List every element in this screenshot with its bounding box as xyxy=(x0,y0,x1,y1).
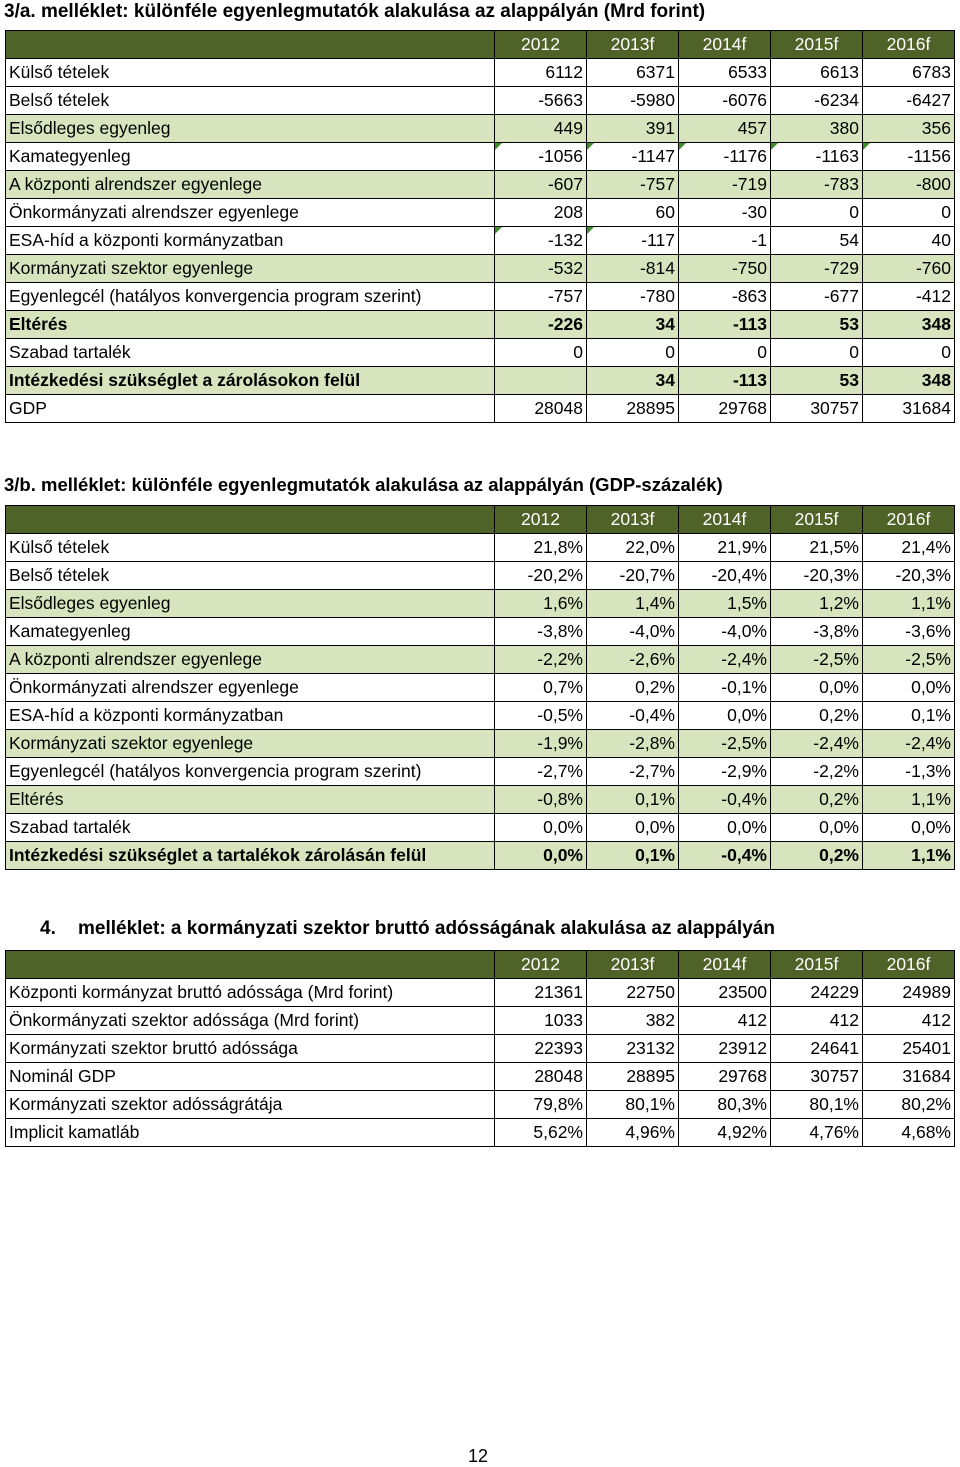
comment-marker-icon xyxy=(587,143,594,150)
value-cell: -1,3% xyxy=(863,758,955,786)
table-row xyxy=(6,87,955,115)
header-row xyxy=(6,951,955,979)
row-label: Külső tételek xyxy=(6,534,495,562)
value-cell: 28895 xyxy=(587,395,679,423)
comment-marker-icon xyxy=(495,143,502,150)
year-header: 2012 xyxy=(495,506,587,534)
row-label: Kamategyenleg xyxy=(6,618,495,646)
year-header: 2014f xyxy=(679,31,771,59)
value-cell: 4,76% xyxy=(771,1119,863,1147)
value-cell: -4,0% xyxy=(679,618,771,646)
value-cell: 1,2% xyxy=(771,590,863,618)
value-cell: -719 xyxy=(679,171,771,199)
comment-marker-icon xyxy=(495,227,502,234)
value-cell: 28048 xyxy=(495,1063,587,1091)
value-cell: -20,2% xyxy=(495,562,587,590)
value-cell: -2,4% xyxy=(771,730,863,758)
value-cell: -226 xyxy=(495,311,587,339)
header-label-cell xyxy=(6,951,495,979)
row-label: Egyenlegcél (hatályos konvergencia program szerint) xyxy=(6,758,495,786)
year-header: 2015f xyxy=(771,31,863,59)
row-label: Kormányzati szektor egyenlege xyxy=(6,730,495,758)
value-cell: -2,2% xyxy=(771,758,863,786)
table-row xyxy=(6,842,955,870)
value-cell: 1,6% xyxy=(495,590,587,618)
value-cell: 24641 xyxy=(771,1035,863,1063)
row-label: Önkormányzati alrendszer egyenlege xyxy=(6,674,495,702)
value-cell: 6613 xyxy=(771,59,863,87)
table-row xyxy=(6,786,955,814)
value-cell: -2,8% xyxy=(587,730,679,758)
table-row xyxy=(6,115,955,143)
row-label: ESA-híd a központi kormányzatban xyxy=(6,702,495,730)
value-cell: -5663 xyxy=(495,87,587,115)
value-cell: 21,9% xyxy=(679,534,771,562)
value-cell: 0,1% xyxy=(587,842,679,870)
value-cell: 1,1% xyxy=(863,842,955,870)
value-cell: -1056 xyxy=(495,143,587,171)
value-cell: 0,0% xyxy=(587,814,679,842)
value-cell: 28048 xyxy=(495,395,587,423)
table-a xyxy=(5,30,955,423)
value-cell: -3,6% xyxy=(863,618,955,646)
table-row xyxy=(6,758,955,786)
value-cell: -780 xyxy=(587,283,679,311)
value-cell: 22,0% xyxy=(587,534,679,562)
value-cell: 30757 xyxy=(771,395,863,423)
value-cell: -0,4% xyxy=(679,842,771,870)
value-cell: -5980 xyxy=(587,87,679,115)
value-cell: 21,8% xyxy=(495,534,587,562)
value-cell: -1 xyxy=(679,227,771,255)
row-label: Kamategyenleg xyxy=(6,143,495,171)
table-row xyxy=(6,646,955,674)
value-cell: -30 xyxy=(679,199,771,227)
year-header: 2012 xyxy=(495,951,587,979)
value-cell: 0 xyxy=(495,339,587,367)
value-cell: 4,96% xyxy=(587,1119,679,1147)
value-cell: 29768 xyxy=(679,395,771,423)
value-cell: 208 xyxy=(495,199,587,227)
value-cell: -3,8% xyxy=(495,618,587,646)
value-cell: 412 xyxy=(863,1007,955,1035)
value-cell: 382 xyxy=(587,1007,679,1035)
table-row xyxy=(6,1119,955,1147)
value-cell: -757 xyxy=(587,171,679,199)
row-label: Önkormányzati alrendszer egyenlege xyxy=(6,199,495,227)
value-cell: -20,3% xyxy=(863,562,955,590)
table-row xyxy=(6,618,955,646)
value-cell: -6076 xyxy=(679,87,771,115)
table-row xyxy=(6,143,955,171)
value-cell: 412 xyxy=(679,1007,771,1035)
value-cell: -20,7% xyxy=(587,562,679,590)
header-row xyxy=(6,31,955,59)
year-header: 2012 xyxy=(495,31,587,59)
value-cell: 22750 xyxy=(587,979,679,1007)
value-cell: -0,8% xyxy=(495,786,587,814)
value-cell: 0,0% xyxy=(679,702,771,730)
value-cell: -1,9% xyxy=(495,730,587,758)
value-cell: 0,0% xyxy=(863,814,955,842)
value-cell: 0,1% xyxy=(587,786,679,814)
value-cell: 6783 xyxy=(863,59,955,87)
value-cell: -113 xyxy=(679,311,771,339)
table-row xyxy=(6,814,955,842)
table-row xyxy=(6,367,955,395)
row-label: Külső tételek xyxy=(6,59,495,87)
comment-marker-icon xyxy=(587,227,594,234)
comment-marker-icon xyxy=(679,143,686,150)
value-cell: 21361 xyxy=(495,979,587,1007)
table-row xyxy=(6,590,955,618)
row-label: Önkormányzati szektor adóssága (Mrd forint) xyxy=(6,1007,495,1035)
value-cell: 0 xyxy=(587,339,679,367)
row-label: Elsődleges egyenleg xyxy=(6,590,495,618)
year-header: 2014f xyxy=(679,951,771,979)
year-header: 2013f xyxy=(587,951,679,979)
value-cell: -0,5% xyxy=(495,702,587,730)
table-row xyxy=(6,1007,955,1035)
value-cell: -2,7% xyxy=(587,758,679,786)
value-cell: 0,7% xyxy=(495,674,587,702)
value-cell: 6112 xyxy=(495,59,587,87)
header-label-cell xyxy=(6,506,495,534)
table-row xyxy=(6,283,955,311)
value-cell: -117 xyxy=(587,227,679,255)
value-cell: -1163 xyxy=(771,143,863,171)
header-row xyxy=(6,506,955,534)
value-cell: 23132 xyxy=(587,1035,679,1063)
value-cell: 391 xyxy=(587,115,679,143)
row-label: Kormányzati szektor egyenlege xyxy=(6,255,495,283)
value-cell: 0,1% xyxy=(863,702,955,730)
value-cell: 23912 xyxy=(679,1035,771,1063)
value-cell: -2,5% xyxy=(679,730,771,758)
value-cell: 79,8% xyxy=(495,1091,587,1119)
value-cell: 0 xyxy=(771,199,863,227)
header-label-cell xyxy=(6,31,495,59)
value-cell: -760 xyxy=(863,255,955,283)
value-cell: 80,1% xyxy=(587,1091,679,1119)
table-row xyxy=(6,255,955,283)
row-label: Kormányzati szektor adósságrátája xyxy=(6,1091,495,1119)
value-cell: -2,5% xyxy=(771,646,863,674)
value-cell: -412 xyxy=(863,283,955,311)
value-cell: -2,9% xyxy=(679,758,771,786)
value-cell: 348 xyxy=(863,311,955,339)
year-header: 2013f xyxy=(587,506,679,534)
value-cell: 1,1% xyxy=(863,786,955,814)
value-cell: 4,92% xyxy=(679,1119,771,1147)
value-cell: -2,7% xyxy=(495,758,587,786)
value-cell: 1033 xyxy=(495,1007,587,1035)
value-cell: 0 xyxy=(863,199,955,227)
value-cell: 53 xyxy=(771,311,863,339)
table-row xyxy=(6,1035,955,1063)
value-cell: -0,1% xyxy=(679,674,771,702)
table-c xyxy=(5,950,955,1147)
value-cell: 1,1% xyxy=(863,590,955,618)
page-number: 12 xyxy=(468,1446,489,1466)
value-cell: -6427 xyxy=(863,87,955,115)
value-cell: 380 xyxy=(771,115,863,143)
row-label: ESA-híd a központi kormányzatban xyxy=(6,227,495,255)
value-cell: -0,4% xyxy=(679,786,771,814)
table-row xyxy=(6,199,955,227)
value-cell: 30757 xyxy=(771,1063,863,1091)
table-a-title: 3/a. melléklet: különféle egyenlegmutatók alakulása az alappályán (Mrd forint) xyxy=(4,1,706,22)
table-row xyxy=(6,674,955,702)
table-c-title-text: melléklet: a kormányzati szektor bruttó adósságának alakulása az alappályán xyxy=(78,918,775,939)
value-cell: -757 xyxy=(495,283,587,311)
value-cell: 6371 xyxy=(587,59,679,87)
value-cell: -814 xyxy=(587,255,679,283)
value-cell: 29768 xyxy=(679,1063,771,1091)
table-b-title: 3/b. melléklet: különféle egyenlegmutatók alakulása az alappályán (GDP-százalék) xyxy=(4,474,723,495)
row-label: Eltérés xyxy=(6,311,495,339)
value-cell: 0 xyxy=(863,339,955,367)
value-cell: 0,0% xyxy=(771,814,863,842)
value-cell: 54 xyxy=(771,227,863,255)
value-cell: -2,6% xyxy=(587,646,679,674)
value-cell: 1,4% xyxy=(587,590,679,618)
table-row xyxy=(6,730,955,758)
value-cell: -750 xyxy=(679,255,771,283)
value-cell: 0 xyxy=(771,339,863,367)
value-cell: 0,0% xyxy=(771,674,863,702)
table-row xyxy=(6,339,955,367)
row-label: Implicit kamatláb xyxy=(6,1119,495,1147)
value-cell: -2,2% xyxy=(495,646,587,674)
value-cell: 449 xyxy=(495,115,587,143)
year-header: 2014f xyxy=(679,506,771,534)
value-cell: 28895 xyxy=(587,1063,679,1091)
value-cell: 23500 xyxy=(679,979,771,1007)
year-header: 2016f xyxy=(863,951,955,979)
value-cell: 0 xyxy=(679,339,771,367)
table-row xyxy=(6,227,955,255)
table-row xyxy=(6,171,955,199)
table-c-title-number: 4. xyxy=(40,918,56,939)
row-label: Központi kormányzat bruttó adóssága (Mrd forint) xyxy=(6,979,495,1007)
year-header: 2015f xyxy=(771,506,863,534)
table-row xyxy=(6,702,955,730)
value-cell: 457 xyxy=(679,115,771,143)
row-label: Egyenlegcél (hatályos konvergencia program szerint) xyxy=(6,283,495,311)
value-cell: 24229 xyxy=(771,979,863,1007)
row-label: Kormányzati szektor bruttó adóssága xyxy=(6,1035,495,1063)
table-row xyxy=(6,1063,955,1091)
value-cell: -729 xyxy=(771,255,863,283)
value-cell: 31684 xyxy=(863,395,955,423)
value-cell: -607 xyxy=(495,171,587,199)
value-cell: 0,2% xyxy=(587,674,679,702)
value-cell: 53 xyxy=(771,367,863,395)
table-b xyxy=(5,505,955,870)
value-cell: -863 xyxy=(679,283,771,311)
comment-marker-icon xyxy=(771,143,778,150)
value-cell: -132 xyxy=(495,227,587,255)
table-row xyxy=(6,311,955,339)
value-cell: -677 xyxy=(771,283,863,311)
value-cell: 0,2% xyxy=(771,786,863,814)
value-cell: 80,2% xyxy=(863,1091,955,1119)
value-cell: -20,3% xyxy=(771,562,863,590)
value-cell: 6533 xyxy=(679,59,771,87)
value-cell: -1147 xyxy=(587,143,679,171)
row-label: Intézkedési szükséglet a zárolásokon felül xyxy=(6,367,495,395)
value-cell: -1156 xyxy=(863,143,955,171)
row-label: GDP xyxy=(6,395,495,423)
value-cell: -2,5% xyxy=(863,646,955,674)
value-cell: 0,0% xyxy=(495,842,587,870)
value-cell: 34 xyxy=(587,367,679,395)
value-cell: 0,0% xyxy=(679,814,771,842)
row-label: Elsődleges egyenleg xyxy=(6,115,495,143)
value-cell: -113 xyxy=(679,367,771,395)
value-cell: 0,2% xyxy=(771,842,863,870)
value-cell: -0,4% xyxy=(587,702,679,730)
value-cell: -783 xyxy=(771,171,863,199)
value-cell: -3,8% xyxy=(771,618,863,646)
value-cell: -532 xyxy=(495,255,587,283)
table-row xyxy=(6,395,955,423)
value-cell: 24989 xyxy=(863,979,955,1007)
year-header: 2016f xyxy=(863,31,955,59)
row-label: Intézkedési szükséglet a tartalékok zárolásán felül xyxy=(6,842,495,870)
row-label: Nominál GDP xyxy=(6,1063,495,1091)
table-row xyxy=(6,1091,955,1119)
row-label: Belső tételek xyxy=(6,562,495,590)
value-cell: -2,4% xyxy=(679,646,771,674)
value-cell: 0,0% xyxy=(863,674,955,702)
value-cell: 5,62% xyxy=(495,1119,587,1147)
value-cell: -4,0% xyxy=(587,618,679,646)
year-header: 2016f xyxy=(863,506,955,534)
table-row xyxy=(6,59,955,87)
value-cell: 348 xyxy=(863,367,955,395)
value-cell xyxy=(495,367,587,395)
value-cell: 356 xyxy=(863,115,955,143)
value-cell: -6234 xyxy=(771,87,863,115)
value-cell: 21,4% xyxy=(863,534,955,562)
value-cell: 4,68% xyxy=(863,1119,955,1147)
value-cell: 80,1% xyxy=(771,1091,863,1119)
value-cell: -20,4% xyxy=(679,562,771,590)
value-cell: 0,2% xyxy=(771,702,863,730)
row-label: Szabad tartalék xyxy=(6,339,495,367)
year-header: 2013f xyxy=(587,31,679,59)
value-cell: -800 xyxy=(863,171,955,199)
value-cell: 1,5% xyxy=(679,590,771,618)
row-label: Eltérés xyxy=(6,786,495,814)
value-cell: 21,5% xyxy=(771,534,863,562)
value-cell: -2,4% xyxy=(863,730,955,758)
table-c-title xyxy=(40,918,775,940)
row-label: Belső tételek xyxy=(6,87,495,115)
value-cell: 0,0% xyxy=(495,814,587,842)
table-row xyxy=(6,562,955,590)
table-row xyxy=(6,534,955,562)
value-cell: 60 xyxy=(587,199,679,227)
value-cell: 40 xyxy=(863,227,955,255)
value-cell: -1176 xyxy=(679,143,771,171)
value-cell: 412 xyxy=(771,1007,863,1035)
comment-marker-icon xyxy=(863,143,870,150)
value-cell: 34 xyxy=(587,311,679,339)
value-cell: 31684 xyxy=(863,1063,955,1091)
value-cell: 25401 xyxy=(863,1035,955,1063)
year-header: 2015f xyxy=(771,951,863,979)
row-label: A központi alrendszer egyenlege xyxy=(6,171,495,199)
row-label: Szabad tartalék xyxy=(6,814,495,842)
table-row xyxy=(6,979,955,1007)
value-cell: 80,3% xyxy=(679,1091,771,1119)
row-label: A központi alrendszer egyenlege xyxy=(6,646,495,674)
value-cell: 22393 xyxy=(495,1035,587,1063)
